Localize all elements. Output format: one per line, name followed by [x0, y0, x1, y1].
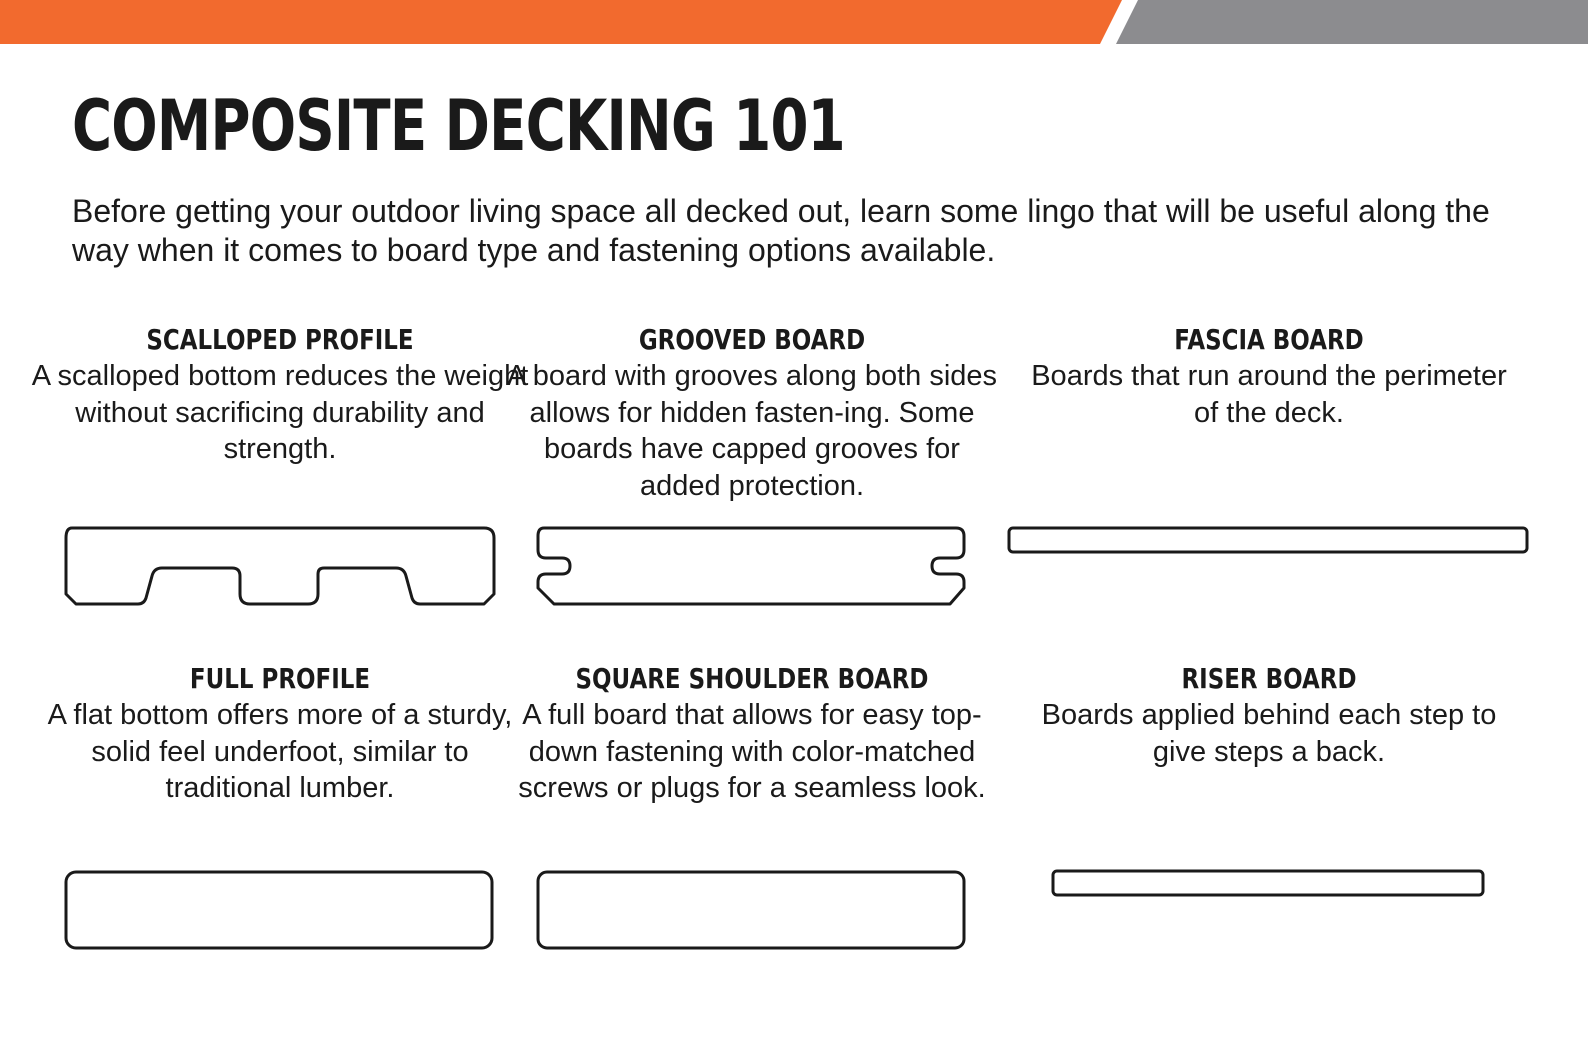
- grooved-board-profile-icon: [532, 524, 972, 610]
- item-description: Boards applied behind each step to give steps a back.: [1041, 699, 1497, 768]
- item-square-shoulder-board: [502, 661, 1002, 807]
- gray-band: [1116, 0, 1588, 44]
- item-scalloped-profile: [30, 322, 530, 468]
- item-grooved-board: [502, 322, 1002, 504]
- item-description: A flat bottom offers more of a sturdy, solid feel underfoot, similar to traditional lumber.: [47, 699, 513, 804]
- item-heading: FULL PROFILE: [189, 662, 371, 695]
- fascia-board-profile-icon: [1004, 524, 1534, 558]
- item-heading: GROOVED BOARD: [638, 323, 866, 356]
- item-description: A board with grooves along both sides allows for hidden fasten-ing. Some boards have capped grooves for added protection.: [506, 360, 998, 502]
- riser-board-profile-icon: [1048, 867, 1488, 901]
- item-riser-board: [1019, 661, 1519, 770]
- intro-paragraph: Before getting your outdoor living space all decked out, learn some lingo that will be useful along the way when it comes to board type and fastening options available.: [72, 193, 1490, 268]
- full-board-profile-icon: [60, 866, 500, 954]
- scalloped-board-profile-icon: [60, 524, 500, 610]
- orange-band: [0, 0, 1122, 44]
- item-fascia-board: [1019, 322, 1519, 431]
- header-color-band: [0, 0, 1588, 44]
- item-description: Boards that run around the perimeter of the deck.: [1031, 360, 1507, 429]
- page-title: COMPOSITE DECKING 101: [72, 85, 845, 167]
- item-heading: RISER BOARD: [1181, 662, 1357, 695]
- item-description: A full board that allows for easy top-down fastening with color-matched screws or plugs for a seamless look.: [518, 699, 986, 804]
- item-description: A scalloped bottom reduces the weight without sacrificing durability and strength.: [31, 360, 529, 465]
- item-heading: FASCIA BOARD: [1174, 323, 1364, 356]
- item-heading: SCALLOPED PROFILE: [146, 323, 414, 356]
- item-heading: SQUARE SHOULDER BOARD: [575, 662, 929, 695]
- square-shoulder-board-profile-icon: [532, 866, 972, 954]
- item-full-profile: [30, 661, 530, 807]
